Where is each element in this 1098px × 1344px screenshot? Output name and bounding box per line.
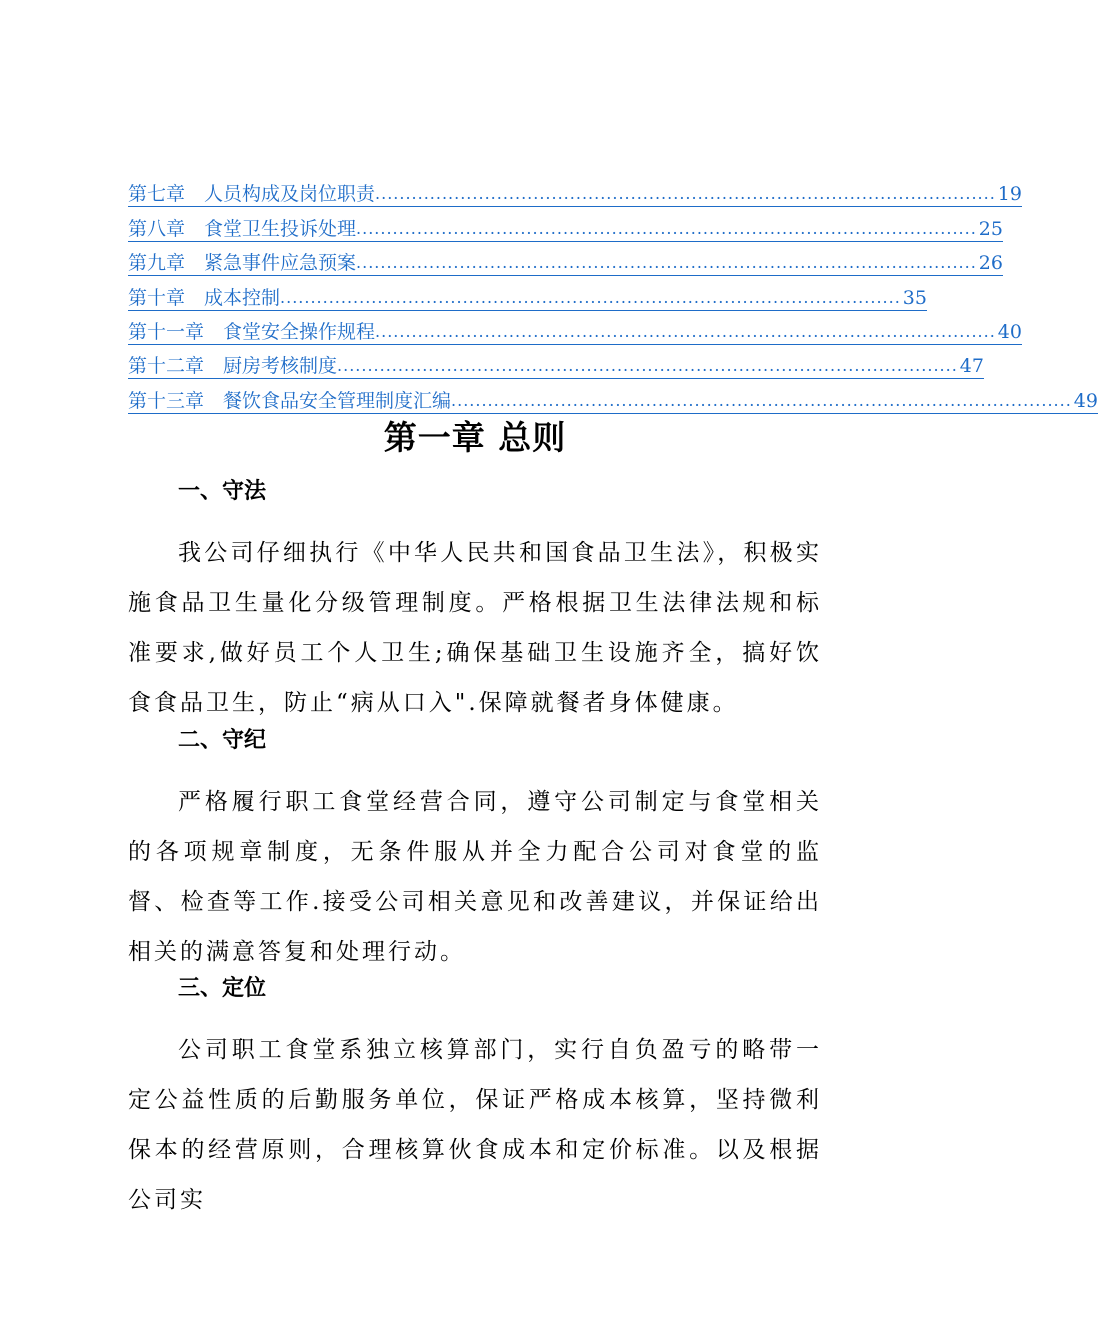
toc-page-number: 25 [978,217,1003,240]
toc-leader-dots: ...................................................................................................... [451,389,1072,414]
table-of-contents [128,173,1098,414]
toc-entry-chapter-8[interactable] [128,207,1003,241]
toc-entry-label: 第七章 人员构成及岗位职责 [128,183,376,206]
section-body: 严格履行职工食堂经营合同，遵守公司制定与食堂相关的各项规章制度，无条件服从并全力配合公司对食堂的监督、检查等工作.接受公司相关意见和改善建议，并保证给出相关的满意答复和处理行动。 [128,789,822,965]
section-body: 我公司仔细执行《中华人民共和国食品卫生法》，积极实施食品卫生量化分级管理制度。严格根据卫生法律法规和标准要求,做好员工个人卫生;确保基础卫生设施齐全，搞好饮食食品卫生，防止“病从口入".保障就餐者身体健康。 [128,540,822,716]
toc-entry-chapter-12[interactable] [128,345,984,379]
toc-entry-label: 第八章 食堂卫生投诉处理 [128,217,357,240]
toc-entry-chapter-11[interactable] [128,311,1022,345]
toc-page-number: 40 [997,320,1022,343]
section-heading: 三、定位 [178,976,267,1001]
toc-leader-dots: ...................................................................................................... [375,320,996,345]
section-positioning [128,975,822,1225]
toc-page-number: 35 [902,286,927,309]
toc-entry-label: 第十章 成本控制 [128,286,281,309]
section-law [128,478,822,728]
section-heading: 二、守纪 [178,728,267,753]
toc-page-number: 49 [1073,389,1098,412]
toc-page-number: 47 [959,355,984,378]
section-discipline [128,727,822,977]
toc-entry-label: 第十三章 餐饮食品安全管理制度汇编 [128,389,452,412]
toc-page-number: 19 [997,183,1022,206]
toc-entry-chapter-10[interactable] [128,276,927,310]
section-body: 公司职工食堂系独立核算部门，实行自负盈亏的略带一定公益性质的后勤服务单位，保证严格成本核算，坚持微利保本的经营原则，合理核算伙食成本和定价标准。以及根据公司实 [128,1037,822,1213]
toc-leader-dots: ...................................................................................................... [356,217,977,242]
toc-entry-chapter-13[interactable] [128,379,1098,413]
toc-entry-label: 第九章 紧急事件应急预案 [128,252,357,275]
toc-entry-label: 第十一章 食堂安全操作规程 [128,320,376,343]
toc-leader-dots: ...................................................................................................... [375,182,996,207]
chapter-title: 第一章 总则 [383,418,567,457]
toc-entry-chapter-7[interactable] [128,173,1022,207]
toc-leader-dots: ...................................................................................................... [356,251,977,276]
toc-leader-dots: ...................................................................................................... [337,354,958,379]
section-heading: 一、守法 [178,479,267,504]
toc-entry-label: 第十二章 厨房考核制度 [128,355,338,378]
toc-leader-dots: ...................................................................................................... [280,286,901,311]
toc-entry-chapter-9[interactable] [128,242,1003,276]
toc-page-number: 26 [978,252,1003,275]
